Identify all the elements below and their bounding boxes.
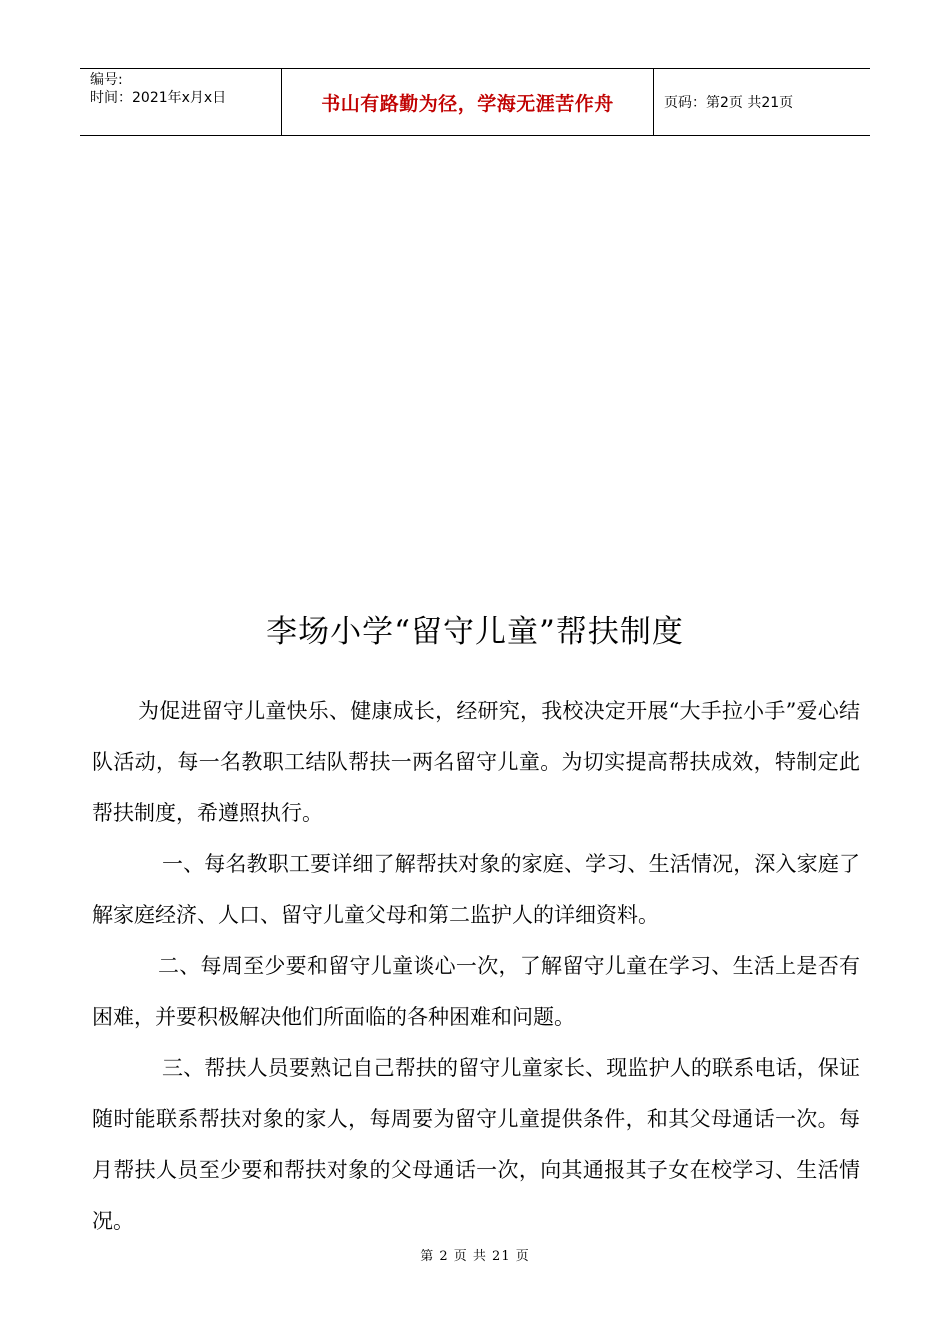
page-footer: 第 2 页 共 21 页 xyxy=(420,1249,530,1264)
page-header xyxy=(80,68,870,136)
header-page-code: 页码：第2页 共21页 xyxy=(664,95,794,111)
paragraph-rule-1: 一、每名教职工要详细了解帮扶对象的家庭、学习、生活情况，深入家庭了解家庭经济、人口、留守儿童父母和第二监护人的详细资料。 xyxy=(92,852,860,927)
document-title: 李场小学“留守儿童”帮扶制度 xyxy=(266,614,684,650)
paragraph-intro: 为促进留守儿童快乐、健康成长，经研究，我校决定开展“大手拉小手”爱心结队活动，每一名教职工结队帮扶一两名留守儿童。为切实提高帮扶成效，特制定此帮扶制度，希遵照执行。 xyxy=(92,699,860,825)
header-meta xyxy=(80,69,282,135)
paragraph-rule-2: 二、每周至少要和留守儿童谈心一次，了解留守儿童在学习、生活上是否有困难，并要积极解决他们所面临的各种困难和问题。 xyxy=(92,954,860,1029)
paragraph-rule-3: 三、帮扶人员要熟记自己帮扶的留守儿童家长、现监护人的联系电话，保证随时能联系帮扶对象的家人，每周要为留守儿童提供条件，和其父母通话一次。每月帮扶人员至少要和帮扶对象的父母通话一次，向其通报其子女在校学习、生活情况。 xyxy=(92,1056,860,1233)
document-time-label: 时间：2021年x月x日 xyxy=(90,90,227,106)
header-motto: 书山有路勤为径，学海无涯苦作舟 xyxy=(282,69,654,135)
document-number-label: 编号: xyxy=(90,72,123,88)
document-body xyxy=(92,686,860,1247)
